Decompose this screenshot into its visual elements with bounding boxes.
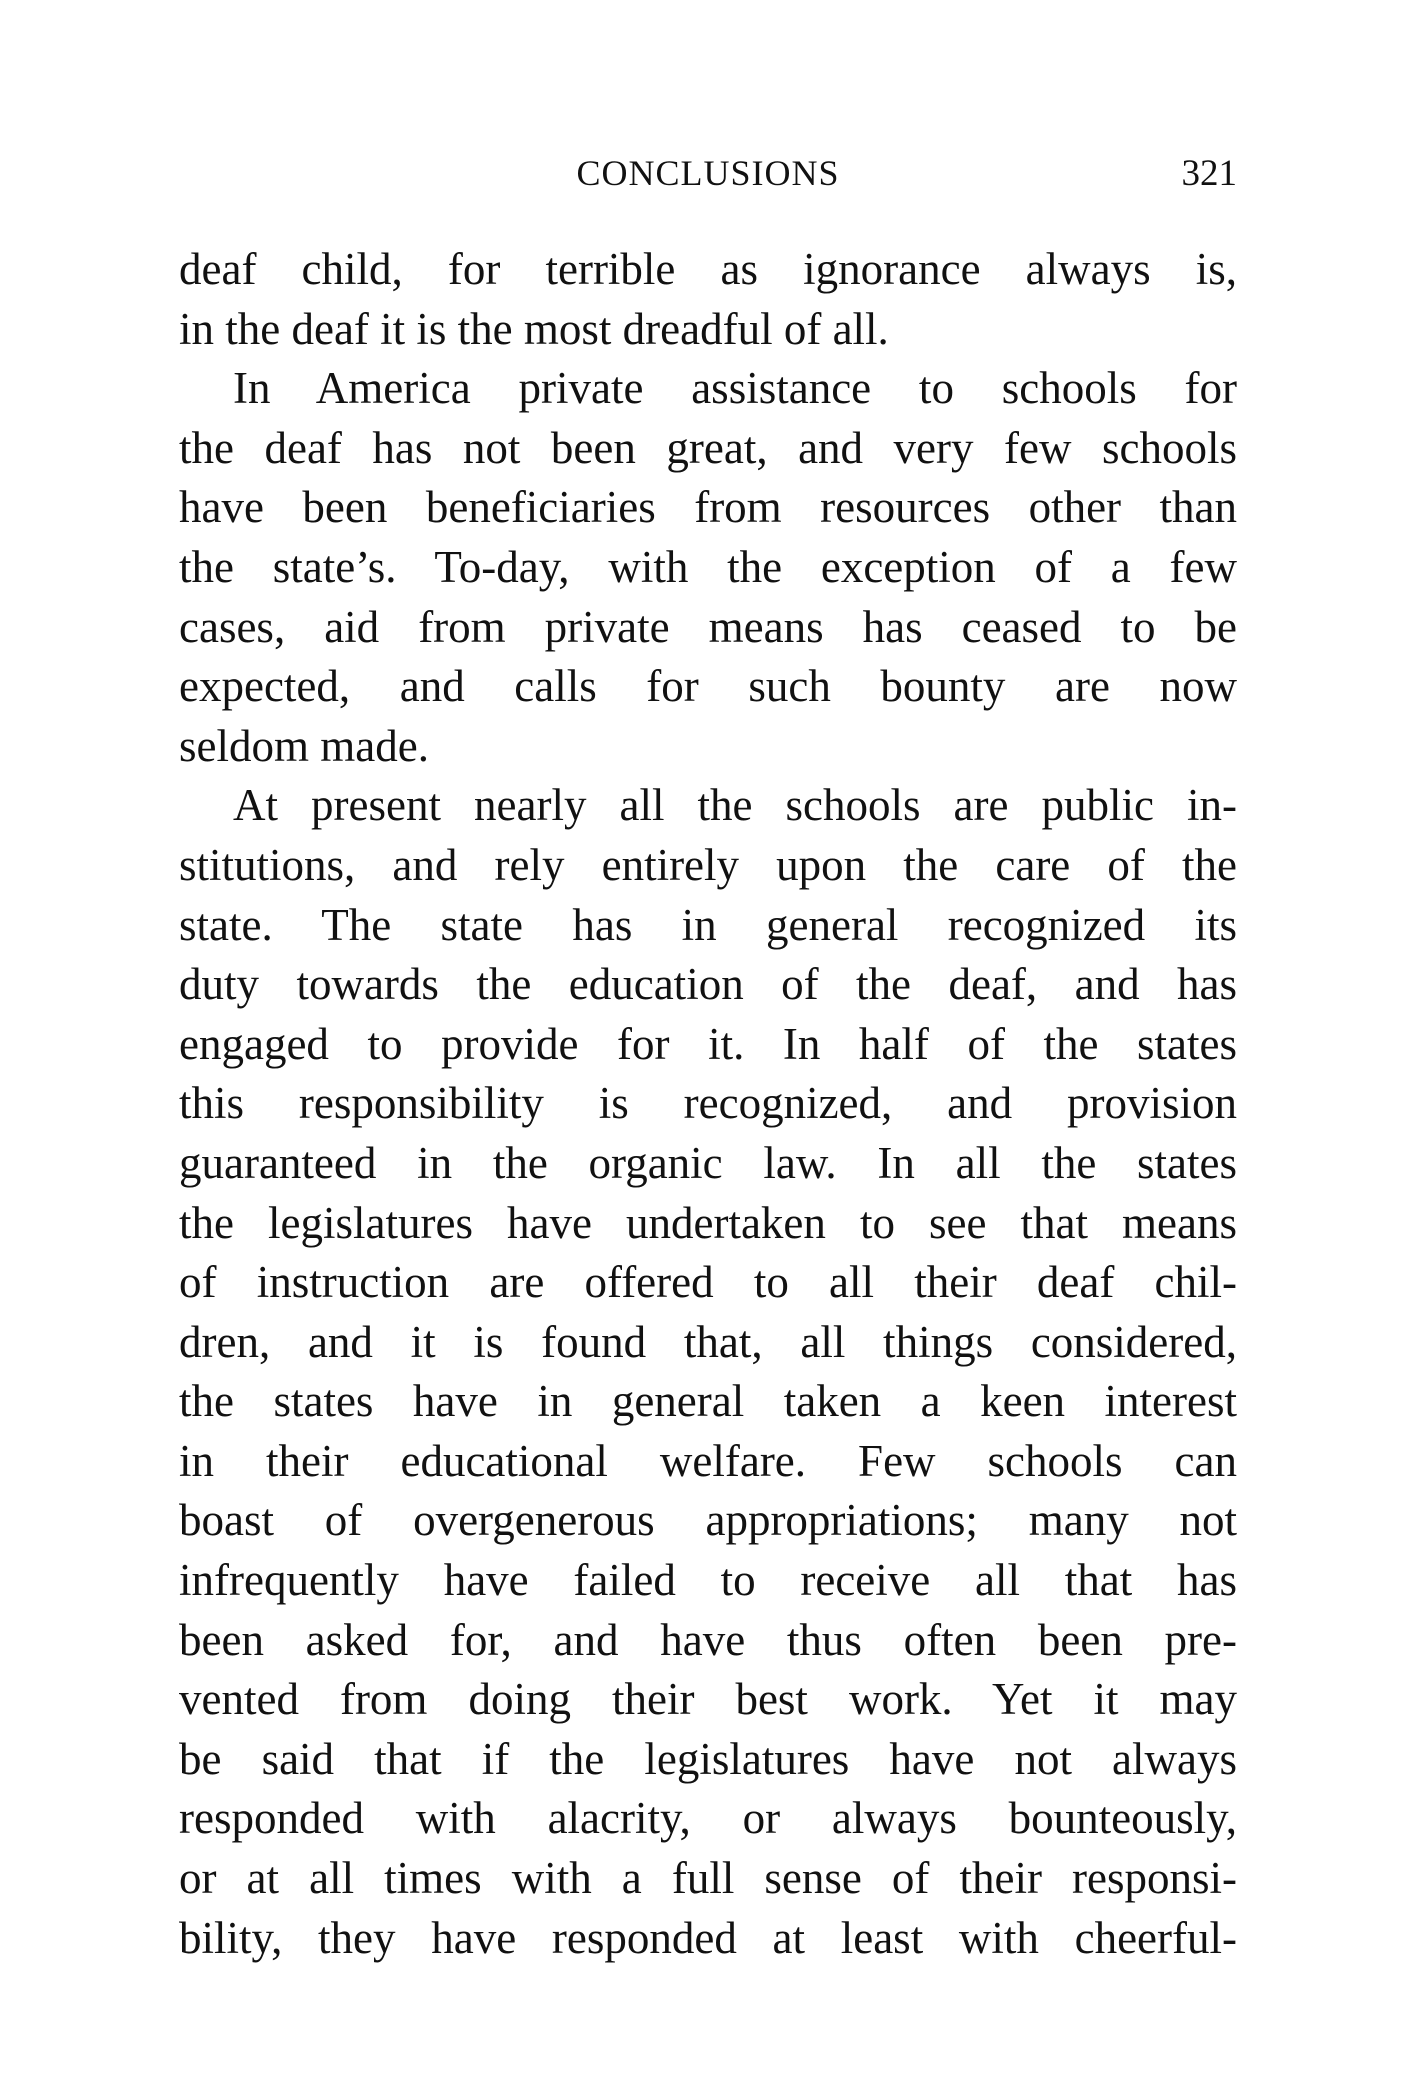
text-line: this responsibility is recognized, and provision [179, 1078, 1237, 1129]
paragraph [179, 776, 1237, 1968]
text-line: bility, they have responded at least with cheerful- [179, 1912, 1237, 1963]
text-line: dren, and it is found that, all things considered, [179, 1316, 1237, 1367]
text-line: the legislatures have undertaken to see that means [179, 1197, 1237, 1248]
text-line: seldom made. [179, 720, 429, 771]
text-line: infrequently have failed to receive all that has [179, 1555, 1237, 1606]
text-line: of instruction are offered to all their deaf chil- [179, 1257, 1237, 1308]
paragraph [179, 359, 1237, 776]
text-line: in the deaf it is the most dreadful of all. [179, 303, 889, 354]
text-line: the deaf has not been great, and very few schools [179, 422, 1237, 473]
text-line: the state’s. To-day, with the exception of a few [179, 541, 1237, 592]
text-line: deaf child, for terrible as ignorance always is, [179, 244, 1237, 294]
text-line: engaged to provide for it. In half of the states [179, 1018, 1237, 1069]
paragraph [179, 240, 1237, 359]
text-line: vented from doing their best work. Yet it may [179, 1674, 1237, 1725]
text-line: or at all times with a full sense of their responsi- [179, 1853, 1237, 1904]
text-line: In America private assistance to schools for [233, 363, 1237, 414]
text-line: guaranteed in the organic law. In all the states [179, 1137, 1237, 1188]
text-line: cases, aid from private means has ceased to be [179, 601, 1237, 652]
text-line: stitutions, and rely entirely upon the care of the [179, 839, 1237, 890]
text-line: boast of overgenerous appropriations; many not [179, 1495, 1237, 1546]
text-line: At present nearly all the schools are public in- [233, 780, 1237, 831]
text-line: duty towards the education of the deaf, and has [179, 959, 1237, 1010]
text-line: in their educational welfare. Few schools can [179, 1435, 1237, 1486]
text-line: be said that if the legislatures have not always [179, 1733, 1237, 1784]
chapter-title: CONCLUSIONS [576, 153, 840, 193]
text-line: the states have in general taken a keen interest [179, 1376, 1237, 1427]
page-number: 321 [1181, 153, 1237, 194]
text-line: state. The state has in general recognized its [179, 899, 1237, 950]
text-line: have been beneficiaries from resources other than [179, 482, 1237, 533]
body-text [179, 240, 1237, 1968]
running-head [179, 152, 1237, 202]
text-line: been asked for, and have thus often been pre- [179, 1614, 1237, 1665]
text-line: expected, and calls for such bounty are now [179, 661, 1237, 712]
text-line: responded with alacrity, or always bounteously, [179, 1793, 1237, 1844]
